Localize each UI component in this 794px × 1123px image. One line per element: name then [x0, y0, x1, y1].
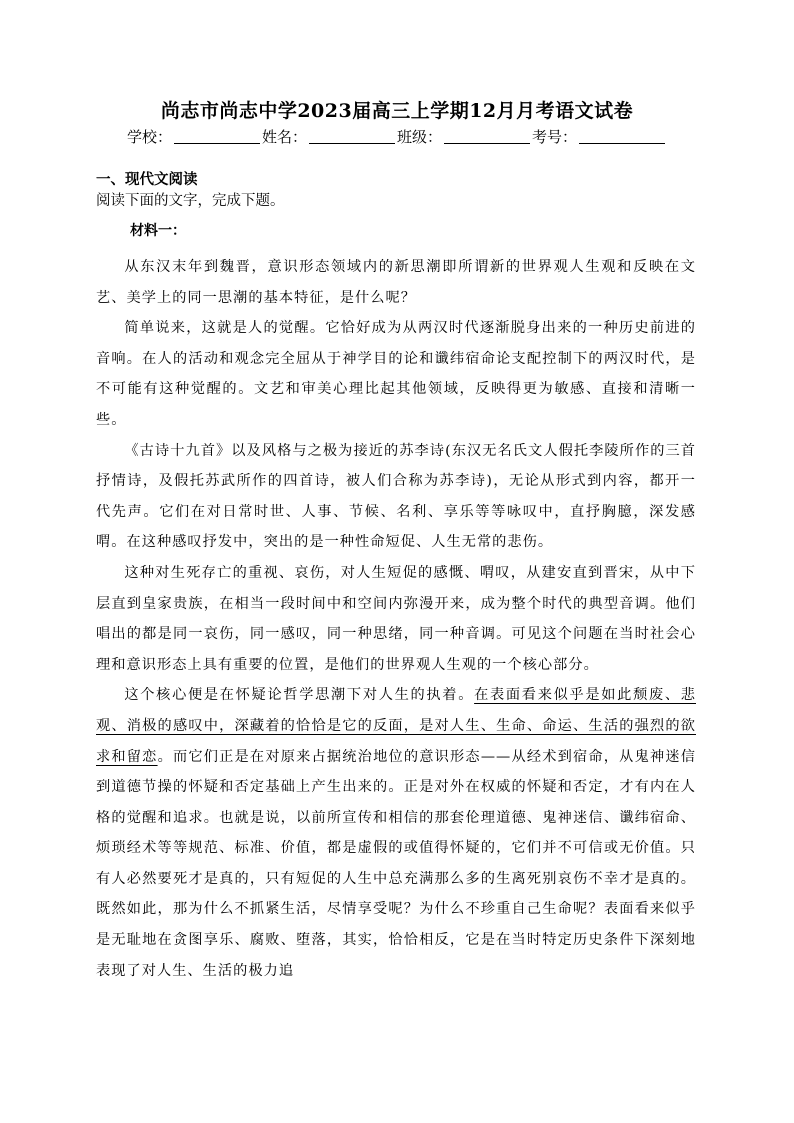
paragraph-5-rest: 。而它们正是在对原来占据统治地位的意识形态——从经术到宿命，从鬼神迷信到道德节操的怀疑和否定基础上产生出来的。正是对外在权威的怀疑和否定，才有内在人格的觉醒和追求。也就是说，以前所宣传和相信的那套伦理道德、鬼神迷信、谶纬宿命、烦琐经术等等规范、标准、价值，都是虚假的或值得怀疑的，它们并不可信或无价值。只有人必然要死才是真的，只有短促的人生中总充满那么多的生离死别哀伤不幸才是真的。既然如此，那为什么不抓紧生活，尽情享受呢？为什么不珍重自己生命呢？表面看来似乎是无耻地在贪图享乐、腐败、堕落，其实，恰恰相反，它是在当时特定历史条件下深刻地表现了对人生、生活的极力追: [96, 748, 696, 979]
number-label: 考号：: [532, 128, 578, 146]
section-heading: 一、现代文阅读: [96, 172, 198, 188]
paragraph-5-lead: 这个核心便是在怀疑论哲学思潮下对人生的执着。: [124, 687, 475, 704]
underlined-sentence: 在表面看来似乎是如此颓废、悲观、消极的感叹中，深藏着的恰恰是它的反面，是对人生、生命、命运、生活的强烈的欲求和留恋: [96, 687, 696, 765]
paragraph-1: 从东汉末年到魏晋，意识形态领域内的新思潮即所谓新的世界观人生观和反映在文艺、美学上的同一思潮的基本特征，是什么呢？: [96, 259, 696, 306]
instruction-text: 阅读下面的文字，完成下题。: [96, 193, 285, 209]
school-label: 学校：: [126, 128, 172, 146]
class-label: 班级：: [397, 128, 443, 146]
paragraph-3: 《古诗十九首》以及风格与之极为接近的苏李诗(东汉无名氏文人假托李陵所作的三首抒情诗，及假托苏武所作的四首诗，被人们合称为苏李诗)，无论从形式到内容，都开一代先声。它们在对日常时世、人事、节候、名利、享乐等等咏叹中，直抒胸臆，深发感喟。在这种感叹抒发中，突出的是一种性命短促、人生无常的悲伤。: [96, 442, 696, 551]
class-blank[interactable]: [444, 129, 530, 144]
name-blank[interactable]: [309, 129, 395, 144]
number-blank[interactable]: [579, 129, 665, 144]
name-label: 姓名：: [261, 128, 307, 146]
school-blank[interactable]: [174, 129, 260, 144]
paragraph-2: 简单说来，这就是人的觉醒。它恰好成为从两汉时代逐渐脱身出来的一种历史前进的音响。在人的活动和观念完全屈从于神学目的论和谶纬宿命论支配控制下的两汉时代，是不可能有这种觉醒的。文艺和审美心理比起其他领域，反映得更为敏感、直接和清晰一些。: [96, 320, 696, 428]
paragraph-5: [96, 680, 696, 986]
exam-title: 尚志市尚志中学2023届高三上学期12月月考语文试卷: [160, 100, 634, 122]
reading-passage: [96, 252, 696, 986]
student-info-line: [0, 126, 794, 147]
material-label: 材料一：: [130, 223, 186, 239]
paragraph-4: 这种对生死存亡的重视、哀伤，对人生短促的感慨、喟叹，从建安直到晋宋，从中下层直到皇家贵族，在相当一段时间中和空间内弥漫开来，成为整个时代的典型音调。他们唱出的都是同一哀伤，同一感叹，同一种思绪，同一种音调。可见这个问题在当时社会心理和意识形态上具有重要的位置，是他们的世界观人生观的一个核心部分。: [96, 564, 696, 673]
